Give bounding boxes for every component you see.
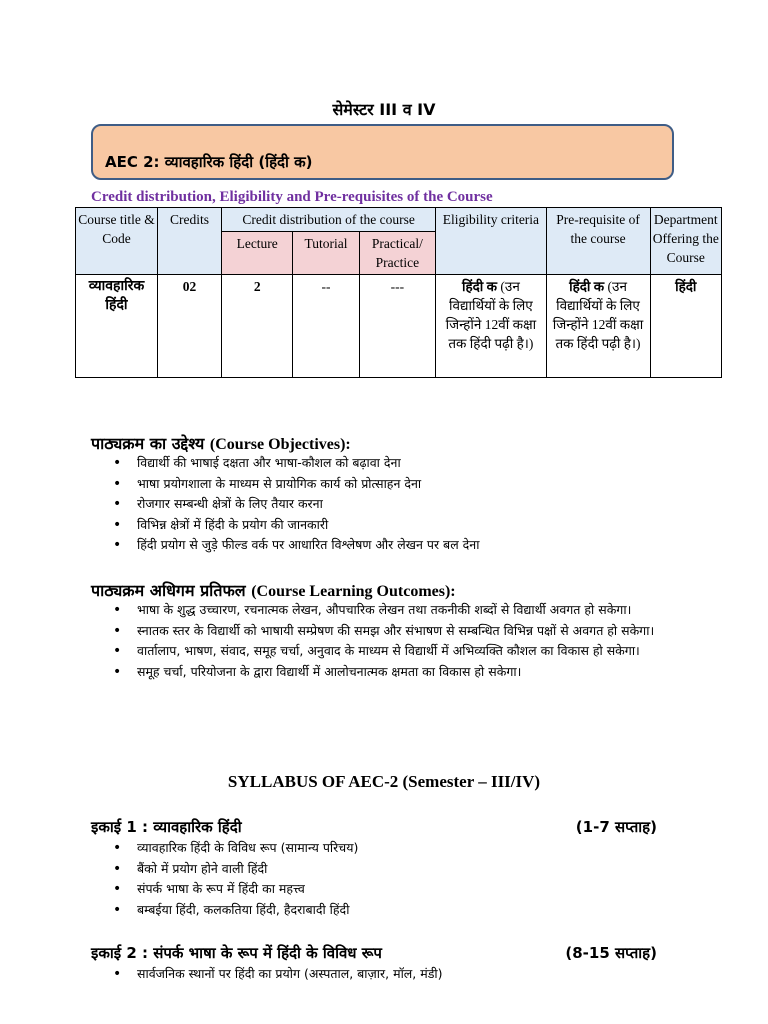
unit-1-title: इकाई 1 : व्यावहारिक हिंदी	[91, 818, 242, 836]
cell-course-title: व्यावहारिक हिंदी	[76, 275, 158, 378]
header-credit-distribution: Credit distribution of the course	[221, 208, 435, 232]
unit-2-title: इकाई 2 : संपर्क भाषा के रूप में हिंदी के विविध रूप	[91, 944, 382, 962]
course-box-title: AEC 2: व्यावहारिक हिंदी (हिंदी क)	[105, 153, 313, 171]
eligibility-text: (उन विद्यार्थियों के लिए जिन्होंने 12वीं कक्षा तक हिंदी पढ़ी है।)	[445, 279, 537, 351]
outcomes-heading-en: (Course Learning Outcomes):	[251, 583, 456, 600]
header-lecture: Lecture	[221, 232, 292, 275]
list-item: • रोजगार सम्बन्धी क्षेत्रों के लिए तैयार करना	[113, 494, 673, 515]
objectives-heading-hi: पाठ्यक्रम का उद्देश्य	[91, 434, 205, 453]
header-credits: Credits	[157, 208, 221, 275]
objectives-heading-en: (Course Objectives):	[209, 436, 351, 453]
unit-1-list	[113, 838, 658, 920]
list-item: • विद्यार्थी की भाषाई दक्षता और भाषा-कौशल को बढ़ावा देना	[113, 453, 673, 474]
semester-title: सेमेस्टर III व IV	[332, 100, 436, 119]
course-title-box	[91, 124, 674, 180]
header-practical: Practical/ Practice	[359, 232, 436, 275]
list-item: • भाषा प्रयोगशाला के माध्यम से प्रायोगिक कार्य को प्रोत्साहन देना	[113, 474, 673, 495]
list-item: • स्नातक स्तर के विद्यार्थी को भाषायी सम्प्रेषण की समझ और संभाषण से सम्बन्धित विभिन्न पक्षों से अवगत हो सकेगा।	[113, 621, 658, 642]
list-item: • बम्बईया हिंदी, कलकतिया हिंदी, हैदराबादी हिंदी	[113, 900, 658, 921]
cell-department: हिंदी	[650, 275, 721, 378]
header-tutorial: Tutorial	[293, 232, 359, 275]
objectives-list	[113, 453, 673, 556]
credit-section-heading: Credit distribution, Eligibility and Pre-requisites of the Course	[91, 189, 493, 205]
header-department: Department Offering the Course	[650, 208, 721, 275]
list-item: • भाषा के शुद्ध उच्चारण, रचनात्मक लेखन, औपचारिक लेखन तथा तकनीकी शब्दों से विद्यार्थी अवगत हो सकेगा।	[113, 600, 658, 621]
header-course-title: Course title & Code	[76, 208, 158, 275]
outcomes-heading	[91, 579, 456, 601]
unit-2-weeks: (8-15 सप्ताह)	[565, 944, 657, 962]
table-row	[76, 275, 722, 378]
cell-prerequisite	[546, 275, 650, 378]
credit-distribution-table	[75, 207, 722, 378]
unit-1-heading	[91, 817, 657, 837]
list-item: • संपर्क भाषा के रूप में हिंदी का महत्त्व	[113, 879, 658, 900]
unit-1-weeks: (1-7 सप्ताह)	[575, 818, 657, 836]
list-item: • हिंदी प्रयोग से जुड़े फील्ड वर्क पर आधारित विश्लेषण और लेखन पर बल देना	[113, 535, 673, 556]
cell-practical: ---	[359, 275, 436, 378]
list-item: • समूह चर्चा, परियोजना के द्वारा विद्यार्थी में आलोचनात्मक क्षमता का विकास हो सकेगा।	[113, 662, 658, 683]
header-eligibility: Eligibility criteria	[436, 208, 546, 275]
list-item: • वार्तालाप, भाषण, संवाद, समूह चर्चा, अनुवाद के माध्यम से विद्यार्थी में अभिव्यक्ति कौशल का विकास हो सकेगा।	[113, 641, 658, 662]
unit-2-list	[113, 964, 658, 985]
header-prerequisite: Pre-requisite of the course	[546, 208, 650, 275]
list-item: • सार्वजनिक स्थानों पर हिंदी का प्रयोग (अस्पताल, बाज़ार, मॉल, मंडी)	[113, 964, 658, 985]
cell-credits: 02	[157, 275, 221, 378]
objectives-heading	[91, 432, 351, 454]
unit-2-heading	[91, 943, 657, 963]
cell-tutorial: --	[293, 275, 359, 378]
list-item: • व्यावहारिक हिंदी के विविध रूप (सामान्य परिचय)	[113, 838, 658, 859]
list-item: • विभिन्न क्षेत्रों में हिंदी के प्रयोग की जानकारी	[113, 515, 673, 536]
outcomes-list	[113, 600, 658, 682]
prerequisite-text: (उन विद्यार्थियों के लिए जिन्होंने 12वीं कक्षा तक हिंदी पढ़ी है।)	[552, 279, 644, 351]
list-item: • बैंको में प्रयोग होने वाली हिंदी	[113, 859, 658, 880]
table-header-row	[76, 208, 722, 232]
prerequisite-bold: हिंदी क	[569, 279, 605, 294]
syllabus-title: SYLLABUS OF AEC-2 (Semester – III/IV)	[227, 772, 541, 791]
cell-lecture: 2	[221, 275, 292, 378]
outcomes-heading-hi: पाठ्यक्रम अधिगम प्रतिफल	[91, 581, 246, 600]
eligibility-bold: हिंदी क	[461, 279, 498, 294]
cell-eligibility	[436, 275, 546, 378]
